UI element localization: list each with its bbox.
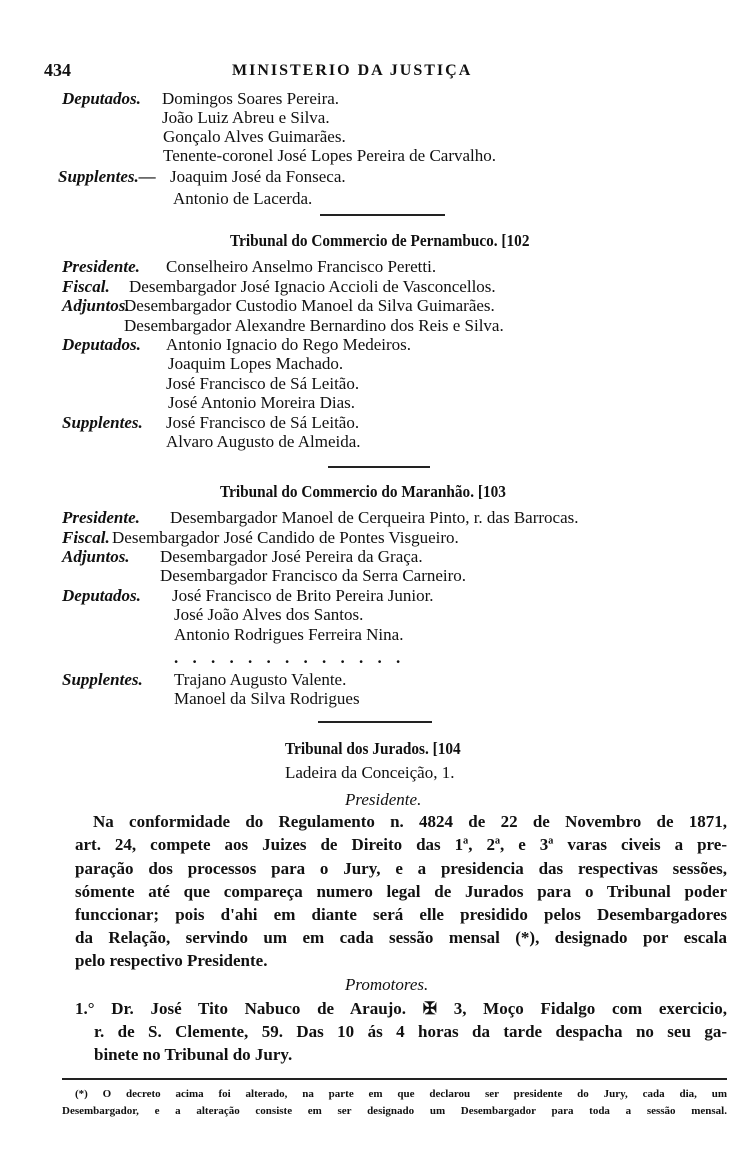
list-item: José Francisco de Sá Leitão. <box>166 413 360 432</box>
list-item: Tenente-coronel José Lopes Pereira de Carvalho. <box>163 146 497 165</box>
label-fiscal: Fiscal. <box>62 277 110 296</box>
address: Ladeira da Conceição, 1. <box>285 763 455 782</box>
list-item: Conselheiro Anselmo Francisco Peretti. <box>166 257 437 276</box>
label-presidente: Presidente. <box>62 257 140 276</box>
list-item: Joaquim José da Fonseca. <box>170 167 346 186</box>
list-item: José Antonio Moreira Dias. <box>168 393 355 412</box>
label-deputados: Deputados. <box>62 335 141 354</box>
list-item: Alvaro Augusto de Almeida. <box>166 432 361 451</box>
list-item: José Francisco de Brito Pereira Junior. <box>172 586 434 605</box>
list-item: Joaquim Lopes Machado. <box>168 354 344 373</box>
label-supplentes: Supplentes. <box>62 413 143 432</box>
paragraph-line: pelo respectivo Presidente. <box>75 951 268 970</box>
footnote-line: Desembargador, e a alteração consiste em ser designado um Desembargador para toda a sessão mensal. <box>62 1105 727 1117</box>
list-item: Gonçalo Alves Guimarães. <box>163 127 346 146</box>
paragraph-line: funccionar; pois d'ahi em diante será elle presidido pelos Desembargadores <box>75 905 727 924</box>
label-supplentes: Supplentes.— <box>58 167 156 186</box>
list-item: Manoel da Silva Rodrigues <box>174 689 360 708</box>
list-item: Desembargador José Pereira da Graça. <box>160 547 423 566</box>
label-presidente: Presidente. <box>62 508 140 527</box>
divider <box>320 214 445 216</box>
list-item: Domingos Soares Pereira. <box>162 89 340 108</box>
paragraph-line: da Relação, servindo um em cada sessão mensal (*), designado por escala <box>75 928 727 947</box>
label-deputados: Deputados. <box>62 586 141 605</box>
footnote-divider <box>62 1078 727 1080</box>
list-item: Desembargador José Candido de Pontes Visgueiro. <box>112 528 459 547</box>
divider <box>318 721 432 723</box>
list-item: Antonio Ignacio do Rego Medeiros. <box>166 335 412 354</box>
list-item: Desembargador José Ignacio Accioli de Vasconcellos. <box>129 277 496 296</box>
paragraph-line: art. 24, compete aos Juizes de Direito das 1ª, 2ª, e 3ª varas civeis a pre- <box>75 835 727 854</box>
section-title: Tribunal do Commercio de Pernambuco. [102 <box>230 231 530 250</box>
paragraph-line: sómente até que compareça numero legal de Jurados para o Tribunal poder <box>75 882 727 901</box>
list-item: José Francisco de Sá Leitão. <box>166 374 360 393</box>
paragraph-line: Na conformidade do Regulamento n. 4824 de 22 de Novembro de 1871, <box>93 812 727 831</box>
subheading-presidente: Presidente. <box>345 790 422 809</box>
label-supplentes: Supplentes. <box>62 670 143 689</box>
list-item: Trajano Augusto Valente. <box>174 670 347 689</box>
paragraph-line: paração dos processos para o Jury, e a presidencia das respectivas sessões, <box>75 859 727 878</box>
list-item: Desembargador Custodio Manoel da Silva Guimarães. <box>124 296 495 315</box>
list-item: Desembargador Manoel de Cerqueira Pinto, r. das Barrocas. <box>170 508 579 527</box>
label-adjuntos: Adjuntos. <box>62 296 130 315</box>
list-item: Antonio de Lacerda. <box>173 189 313 208</box>
ellipsis-dots: . . . . . . . . . . . . . <box>174 648 406 667</box>
list-item: João Luiz Abreu e Silva. <box>162 108 330 127</box>
page-number: 434 <box>44 60 71 80</box>
list-item: Antonio Rodrigues Ferreira Nina. <box>174 625 404 644</box>
label-fiscal: Fiscal. <box>62 528 110 547</box>
label-deputados: Deputados. <box>62 89 141 108</box>
promotor-line: binete no Tribunal do Jury. <box>94 1045 293 1064</box>
promotor-line: 1.° Dr. José Tito Nabuco de Araujo. ✠ 3, Moço Fidalgo com exercicio, <box>75 999 727 1018</box>
list-item: Desembargador Alexandre Bernardino dos Reis e Silva. <box>124 316 504 335</box>
promotor-line: r. de S. Clemente, 59. Das 10 ás 4 horas da tarde despacha no seu ga- <box>94 1022 727 1041</box>
subheading-promotores: Promotores. <box>345 975 429 994</box>
section-title: Tribunal dos Jurados. [104 <box>285 739 461 758</box>
section-title: Tribunal do Commercio do Maranhão. [103 <box>220 482 506 501</box>
divider <box>328 466 430 468</box>
list-item: Desembargador Francisco da Serra Carneiro. <box>160 566 467 585</box>
label-adjuntos: Adjuntos. <box>62 547 130 566</box>
footnote-line: (*) O decreto acima foi alterado, na parte em que declarou ser presidente do Jury, cada dia, um <box>75 1088 727 1100</box>
list-item: José João Alves dos Santos. <box>174 605 364 624</box>
running-title: MINISTERIO DA JUSTIÇA <box>232 62 473 79</box>
